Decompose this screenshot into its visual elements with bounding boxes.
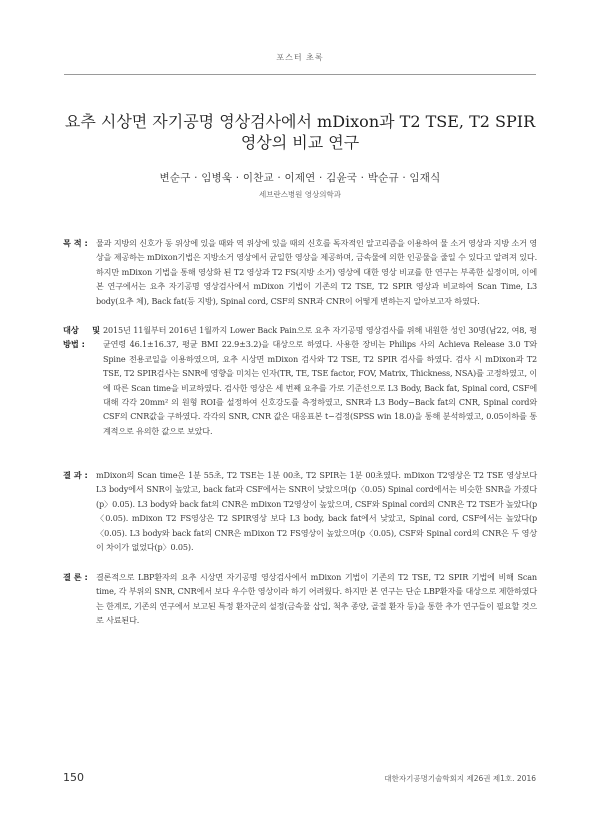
conclusion-label: 결 론 : [63, 572, 88, 582]
results-label: 결 과 : [63, 470, 88, 480]
purpose-text: 물과 지방의 신호가 동 위상에 있을 때와 역 위상에 있을 때의 신호를 독자적인 알고리즘을 이용하여 물 소거 영상과 지방 소거 영상을 제공하는 mDixon기법은 지방소거 영상에서 균일한 영상을 제공하며, 금속물에 의한 인공물을 줄일 수 있다고 알려져 있다. 하지만 mDixon 기법을 통해 영상화 된 T2 영상과 T2 FS(지방 소거) 영상에 대한 영상 비교를 한 연구는 부족한 실정이며, 이에 본 연구에서는 요추 자기공명 영상검사에서 mDixon 기법이 기존의 T2 TSE, T2 SPIR 영상과 비교하여 Scan Time, L3 body(요추 체), Back fat(등 지방), Spinal cord, CSF의 SNR과 CNR이 어떻게 변하는지 알아보고자 하였다. [96, 238, 537, 306]
author-list: 변순구 · 임병욱 · 이찬교 · 이제연 · 김윤국 · 박순규 · 임재식 [159, 172, 441, 184]
results-section [63, 468, 537, 554]
paper-title [60, 111, 540, 153]
title-line-1: 요추 시상면 자기공명 영상검사에서 mDixon과 T2 TSE, T2 SPIR [64, 112, 536, 131]
title-line-2: 영상의 비교 연구 [240, 133, 360, 152]
conclusion-section [63, 570, 537, 628]
results-text: mDixon의 Scan time은 1분 55초, T2 TSE는 1분 00초, T2 SPIR는 1분 00초였다. mDixon T2영상은 T2 TSE 영상보다 L3 body에서 SNR이 높았고, back fat과 CSF에서는 SNR이 낮았으며(p〈0.05) Spinal cord에서는 비슷한 SNR을 가졌다(p〉0.05). L3 body와 back fat의 CNR은 mDixon T2영상이 높았으며, CSF와 Spinal cord의 CNR은 T2 TSE가 높았다(p〈0.05). mDixon T2 FS영상은 T2 SPIR영상 보다 L3 body, back fat에서 낮았고, Spinal cord, CSF에서는 높았다(p〈0.05). L3 body와 back fat의 CNR은 mDixon T2 FS영상이 높았으며(p〈0.05), CSF와 Spinal cord의 CNR은 두 영상이 차이가 없었다(p〉0.05). [96, 470, 537, 553]
methods-text: 2015년 11월부터 2016년 1월까지 Lower Back Pain으로 요추 자기공명 영상검사를 위해 내원한 성인 30명(남22, 여8, 평균연령 46.1±16.37, 평균 BMI 22.9±3.2)을 대상으로 하였다. 사용한 장비는 Philips 사의 Achieva Release 3.0 T와 Spine 전용코일을 이용하였으며, 요추 시상면 mDixon 검사와 T2 TSE, T2 SPIR 검사를 하였다. 검사 시 mDixon과 T2 TSE, T2 SPIR검사는 SNR에 영향을 미치는 인자(TR, TE, TSE factor, FOV, Matrix, Thickness, NSA)를 고정하였고, 이에 따른 Scan time을 비교하였다. 검사한 영상은 세 번째 요추를 가로 기준선으로 L3 Body, Back fat, Spinal cord, CSF에 대해 각각 20mm² 의 원형 ROI를 설정하여 신호강도를 측정하였고, SNR과 L3 Body−Back fat의 CNR, Spinal cord와 CSF의 CNR값을 구하였다. 각각의 SNR, CNR 값은 대응표본 t−검정(SPSS win 18.0)을 통해 분석하였고, 0.05이하를 통계적으로 유의한 값으로 보았다. [103, 325, 537, 436]
purpose-label: 목 적 : [63, 238, 88, 248]
methods-section [63, 323, 537, 438]
section-header: 포스터 초록 [276, 53, 324, 62]
affiliation: 세브란스병원 영상의학과 [258, 190, 342, 199]
conclusion-text: 결론적으로 LBP환자의 요추 시상면 자기공명 영상검사에서 mDixon 기법이 기존의 T2 TSE, T2 SPIR 기법에 비해 Scan time, 각 부위의 SNR, CNR에서 보다 우수한 영상이라 하기 어려웠다. 하지만 본 연구는 단순 LBP환자를 대상으로 제한하였다는 한계로, 기존의 연구에서 보고된 특정 환자군의 설정(금속물 삽입, 척추 종양, 골절 환자 등)을 통한 추가 연구들이 필요할 것으로 사료된다. [96, 572, 537, 626]
purpose-section [63, 236, 537, 308]
page-number: 150 [63, 771, 84, 784]
methods-label: 대상 및 방법 : [63, 325, 100, 350]
journal-citation: 대한자기공명기술학회지 제26권 제1호. 2016 [384, 774, 536, 783]
header-divider [64, 74, 536, 75]
